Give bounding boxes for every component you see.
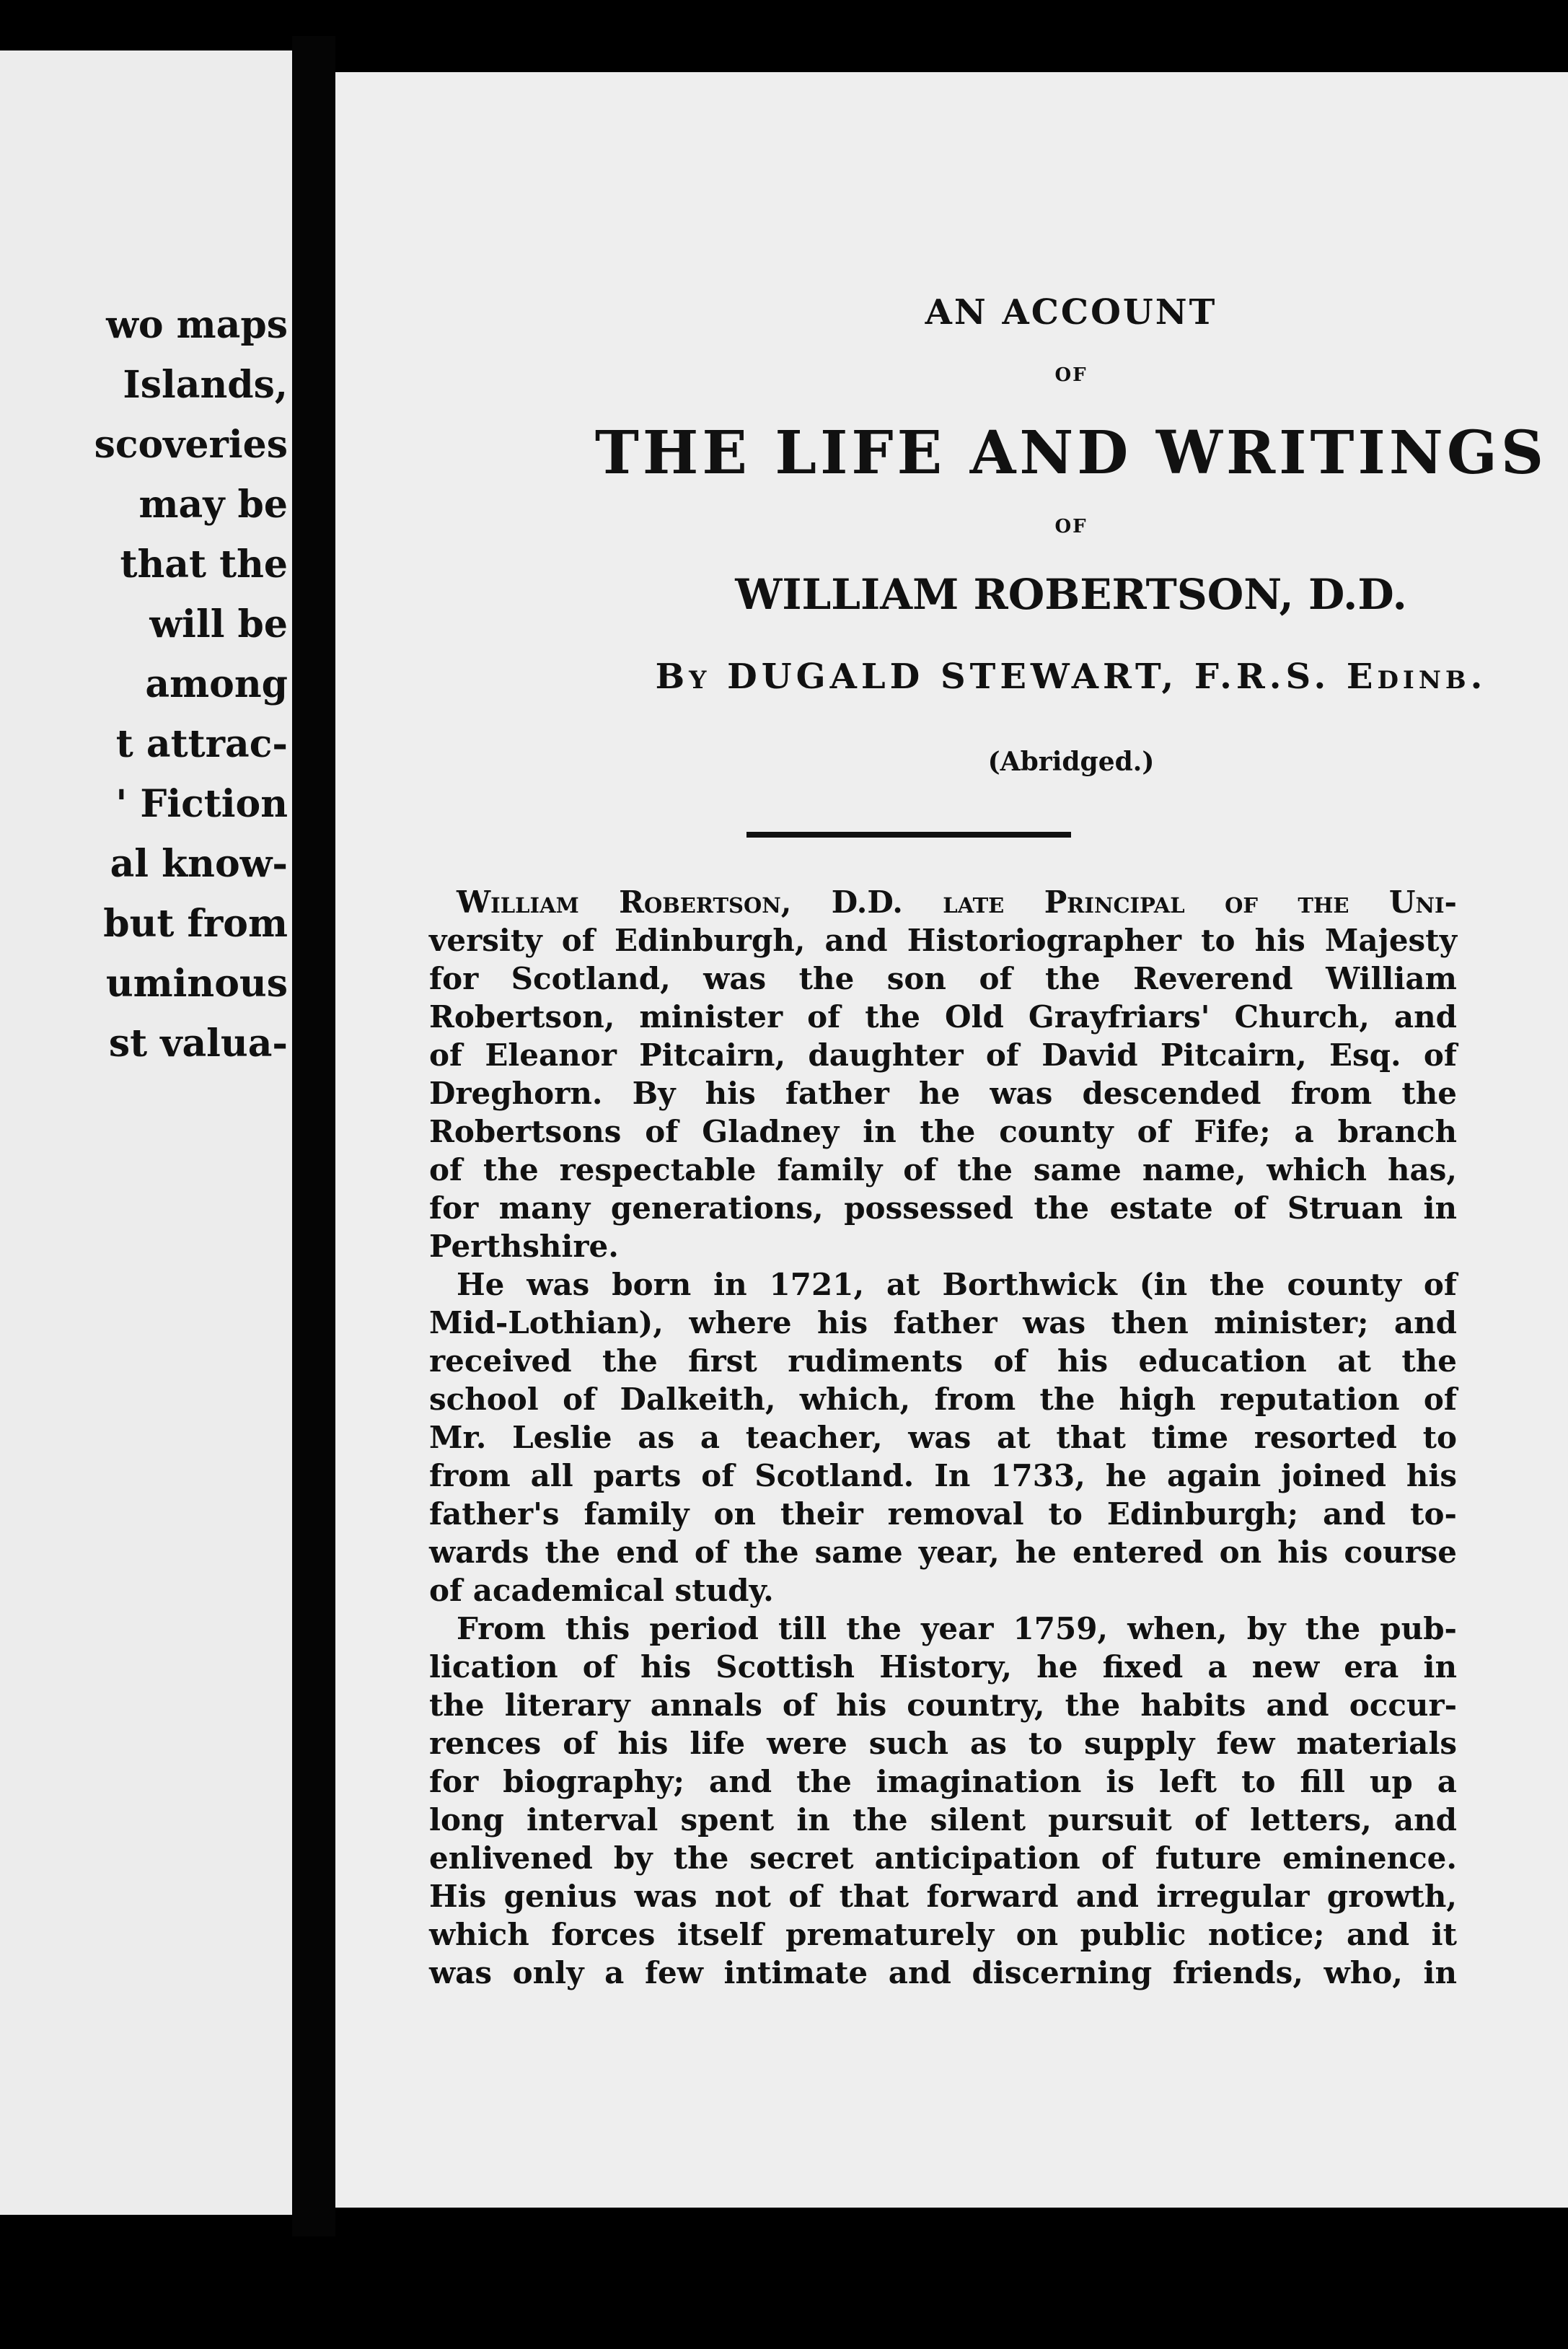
text-line: which forces itself prematurely on public notice; and it <box>429 1917 1457 1952</box>
abridged-note: (Abridged.) <box>987 747 1155 777</box>
text-line: From this period till the year 1759, when, by the pub- <box>457 1611 1457 1646</box>
text-line: of the respectable family of the same name, which has, <box>429 1152 1457 1187</box>
heading-an-account: AN ACCOUNT <box>925 292 1217 333</box>
text-line: father's family on their removal to Edinburgh; and to- <box>429 1496 1457 1532</box>
left-line: t attrac- <box>115 722 288 766</box>
text-line: of academical study. <box>429 1573 774 1608</box>
text-line: from all parts of Scotland. In 1733, he again joined his <box>429 1458 1457 1493</box>
text-line: lication of his Scottish History, he fixed a new era in <box>429 1649 1457 1685</box>
text-line: versity of Edinburgh, and Historiographer to his Majesty <box>429 923 1457 958</box>
text-line: for biography; and the imagination is left to fill up a <box>429 1764 1457 1799</box>
text-line: His genius was not of that forward and irregular growth, <box>429 1879 1457 1914</box>
text-line: for many generations, possessed the estate of Struan in <box>429 1190 1457 1226</box>
left-line: but from <box>103 902 288 946</box>
left-line: may be <box>138 483 288 527</box>
left-line: Islands, <box>123 363 288 407</box>
heading-of: OF <box>1054 516 1088 537</box>
text-line: enlivened by the secret anticipation of future eminence. <box>429 1840 1457 1876</box>
text-line: school of Dalkeith, which, from the high reputation of <box>429 1382 1457 1417</box>
left-line: that the <box>120 543 288 587</box>
text-line: for Scotland, was the son of the Reverend William <box>429 961 1457 996</box>
left-line: will be <box>149 602 288 646</box>
right-page <box>335 72 1568 2208</box>
text-line: Mr. Leslie as a teacher, was at that time resorted to <box>429 1420 1457 1455</box>
left-line: among <box>145 662 288 706</box>
text-line: wards the end of the same year, he entered on his course <box>429 1534 1457 1570</box>
left-line: st valua- <box>108 1022 288 1066</box>
text-line: was only a few intimate and discerning friends, who, in <box>429 1955 1457 1990</box>
text-line: Mid-Lothian), where his father was then minister; and <box>429 1305 1457 1340</box>
text-line-content: William Robertson, D.D. late Principal of the Uni- <box>457 884 1457 920</box>
text-line <box>457 884 1457 920</box>
heading-of: OF <box>1054 364 1088 386</box>
text-line: He was born in 1721, at Borthwick (in the county of <box>457 1267 1457 1302</box>
left-line: al know- <box>110 842 288 886</box>
author-line: By DUGALD STEWART, F.R.S. Edinb. <box>655 657 1487 697</box>
text-line: of Eleanor Pitcairn, daughter of David Pitcairn, Esq. of <box>429 1037 1457 1073</box>
left-line: ' Fiction <box>115 782 288 826</box>
text-line: received the first rudiments of his education at the <box>429 1343 1457 1379</box>
left-line: scoveries <box>94 423 288 467</box>
book-gutter <box>292 36 335 2236</box>
horizontal-rule <box>746 832 1071 838</box>
subject-name: WILLIAM ROBERTSON, D.D. <box>735 570 1407 619</box>
text-line: Dreghorn. By his father he was descended from the <box>429 1076 1457 1111</box>
text-line: rences of his life were such as to supply few materials <box>429 1726 1457 1761</box>
text-line: the literary annals of his country, the habits and occur- <box>429 1687 1457 1723</box>
text-line: Robertson, minister of the Old Grayfriars' Church, and <box>429 999 1457 1035</box>
page-title: THE LIFE AND WRITINGS <box>594 418 1548 488</box>
text-line: long interval spent in the silent pursuit of letters, and <box>429 1802 1457 1838</box>
text-line: Perthshire. <box>429 1229 619 1264</box>
left-page <box>0 51 292 2215</box>
left-line: uminous <box>105 962 288 1006</box>
left-line: wo maps <box>106 303 288 347</box>
text-line: Robertsons of Gladney in the county of Fife; a branch <box>429 1114 1457 1149</box>
